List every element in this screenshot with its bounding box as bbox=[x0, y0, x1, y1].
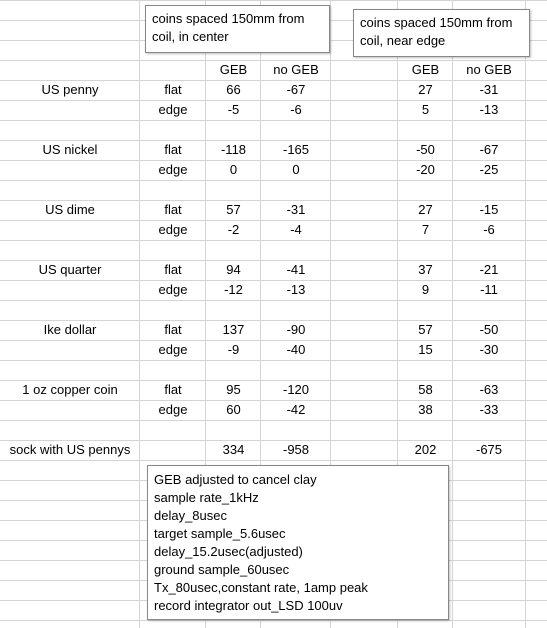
center-nogeb-value[interactable]: -120 bbox=[282, 382, 310, 397]
row-orientation[interactable]: edge bbox=[158, 162, 188, 177]
edge-geb-value[interactable]: -20 bbox=[416, 162, 435, 177]
edge-nogeb-value[interactable]: -675 bbox=[475, 442, 503, 457]
row-label[interactable]: 1 oz copper coin bbox=[22, 382, 118, 397]
header-center-nogeb[interactable]: no GEB bbox=[273, 62, 319, 77]
edge-nogeb-value[interactable]: -15 bbox=[479, 202, 499, 217]
center-geb-value[interactable]: 57 bbox=[226, 202, 241, 217]
center-nogeb-value[interactable]: -42 bbox=[286, 402, 306, 417]
row-orientation[interactable]: flat bbox=[164, 322, 182, 337]
center-nogeb-value[interactable]: -13 bbox=[286, 282, 306, 297]
notes-line-4: target sample_5.6usec bbox=[154, 526, 286, 541]
edge-nogeb-value[interactable]: -25 bbox=[479, 162, 499, 177]
textbox-edge-line-2: coil, near edge bbox=[360, 33, 446, 48]
row-orientation[interactable]: flat bbox=[164, 142, 182, 157]
notes-line-5: delay_15.2usec(adjusted) bbox=[154, 544, 303, 559]
center-geb-value[interactable]: -5 bbox=[227, 102, 240, 117]
notes-line-2: sample rate_1kHz bbox=[154, 490, 259, 505]
center-geb-value[interactable]: 334 bbox=[222, 442, 245, 457]
edge-geb-value[interactable]: 57 bbox=[418, 322, 433, 337]
center-nogeb-value[interactable]: 0 bbox=[292, 162, 300, 177]
center-geb-value[interactable]: -118 bbox=[220, 142, 247, 157]
center-nogeb-value[interactable]: -90 bbox=[286, 322, 306, 337]
center-geb-value[interactable]: -2 bbox=[227, 222, 240, 237]
edge-geb-value[interactable]: -50 bbox=[416, 142, 435, 157]
notes-line-1: GEB adjusted to cancel clay bbox=[154, 472, 317, 487]
center-nogeb-value[interactable]: -67 bbox=[286, 82, 306, 97]
center-geb-value[interactable]: 0 bbox=[229, 162, 238, 177]
row-label[interactable] bbox=[0, 340, 140, 360]
center-geb-value[interactable]: 95 bbox=[226, 382, 241, 397]
edge-nogeb-value[interactable]: -63 bbox=[479, 382, 499, 397]
row-label[interactable]: US penny bbox=[41, 82, 99, 97]
textbox-settings-notes[interactable] bbox=[147, 465, 449, 620]
row-label[interactable] bbox=[0, 280, 140, 300]
row-label[interactable]: sock with US pennys bbox=[9, 442, 131, 457]
edge-geb-value[interactable]: 27 bbox=[418, 82, 433, 97]
row-label[interactable]: US nickel bbox=[42, 142, 98, 157]
center-nogeb-value[interactable]: -958 bbox=[282, 442, 310, 457]
edge-nogeb-value[interactable]: -30 bbox=[479, 342, 499, 357]
center-nogeb-value[interactable]: -4 bbox=[290, 222, 302, 237]
row-orientation[interactable]: edge bbox=[158, 222, 188, 237]
center-nogeb-value[interactable]: -41 bbox=[286, 262, 306, 277]
center-nogeb-value[interactable]: -40 bbox=[286, 342, 306, 357]
edge-nogeb-value[interactable]: -50 bbox=[479, 322, 499, 337]
edge-nogeb-value[interactable]: -33 bbox=[479, 402, 499, 417]
notes-line-3: delay_8usec bbox=[154, 508, 227, 523]
notes-line-6: ground sample_60usec bbox=[154, 562, 290, 577]
edge-geb-value[interactable]: 9 bbox=[421, 282, 430, 297]
row-orientation[interactable]: flat bbox=[164, 82, 182, 97]
center-geb-value[interactable]: -9 bbox=[227, 342, 240, 357]
edge-geb-value[interactable]: 37 bbox=[418, 262, 433, 277]
edge-geb-value[interactable]: 38 bbox=[418, 402, 433, 417]
header-center-geb[interactable]: GEB bbox=[219, 62, 248, 77]
textbox-edge-note[interactable] bbox=[353, 9, 530, 57]
edge-geb-value[interactable]: 202 bbox=[414, 442, 437, 457]
row-label[interactable] bbox=[0, 400, 140, 420]
edge-nogeb-value[interactable]: -13 bbox=[479, 102, 499, 117]
edge-nogeb-value[interactable]: -11 bbox=[480, 282, 498, 297]
edge-geb-value[interactable]: 7 bbox=[421, 222, 430, 237]
row-orientation[interactable] bbox=[140, 440, 206, 460]
row-orientation[interactable]: edge bbox=[158, 282, 188, 297]
center-nogeb-value[interactable]: -31 bbox=[286, 202, 306, 217]
center-geb-value[interactable]: -12 bbox=[224, 282, 243, 297]
textbox-center-line-2: coil, in center bbox=[152, 29, 229, 44]
edge-nogeb-value[interactable]: -21 bbox=[479, 262, 499, 277]
textbox-edge-line-1: coins spaced 150mm from bbox=[360, 15, 513, 30]
notes-line-8: record integrator out_LSD 100uv bbox=[154, 598, 343, 613]
center-geb-value[interactable]: 60 bbox=[226, 402, 241, 417]
row-label[interactable] bbox=[0, 160, 140, 180]
edge-nogeb-value[interactable]: -31 bbox=[479, 82, 499, 97]
edge-geb-value[interactable]: 58 bbox=[418, 382, 433, 397]
row-label[interactable]: Ike dollar bbox=[43, 322, 97, 337]
center-geb-value[interactable]: 137 bbox=[222, 322, 245, 337]
notes-line-7: Tx_80usec,constant rate, 1amp peak bbox=[154, 580, 368, 595]
edge-nogeb-value[interactable]: -6 bbox=[483, 222, 495, 237]
row-orientation[interactable]: flat bbox=[164, 262, 182, 277]
row-orientation[interactable]: edge bbox=[158, 342, 188, 357]
center-nogeb-value[interactable]: -165 bbox=[282, 142, 310, 157]
edge-geb-value[interactable]: 5 bbox=[421, 102, 430, 117]
center-geb-value[interactable]: 94 bbox=[226, 262, 241, 277]
header-edge-nogeb[interactable]: no GEB bbox=[466, 62, 512, 77]
header-edge-geb[interactable]: GEB bbox=[411, 62, 440, 77]
row-orientation[interactable]: flat bbox=[164, 202, 182, 217]
textbox-center-note[interactable] bbox=[145, 5, 330, 53]
row-orientation[interactable]: edge bbox=[158, 402, 188, 417]
row-label[interactable]: US dime bbox=[45, 202, 95, 217]
center-nogeb-value[interactable]: -6 bbox=[290, 102, 302, 117]
row-label[interactable] bbox=[0, 220, 140, 240]
row-label[interactable] bbox=[0, 100, 140, 120]
edge-geb-value[interactable]: 27 bbox=[418, 202, 433, 217]
textbox-center-line-1: coins spaced 150mm from bbox=[152, 11, 305, 26]
row-label[interactable]: US quarter bbox=[38, 262, 102, 277]
center-geb-value[interactable]: 66 bbox=[226, 82, 241, 97]
row-orientation[interactable]: edge bbox=[158, 102, 188, 117]
edge-geb-value[interactable]: 15 bbox=[418, 342, 433, 357]
edge-nogeb-value[interactable]: -67 bbox=[479, 142, 499, 157]
row-orientation[interactable]: flat bbox=[164, 382, 182, 397]
